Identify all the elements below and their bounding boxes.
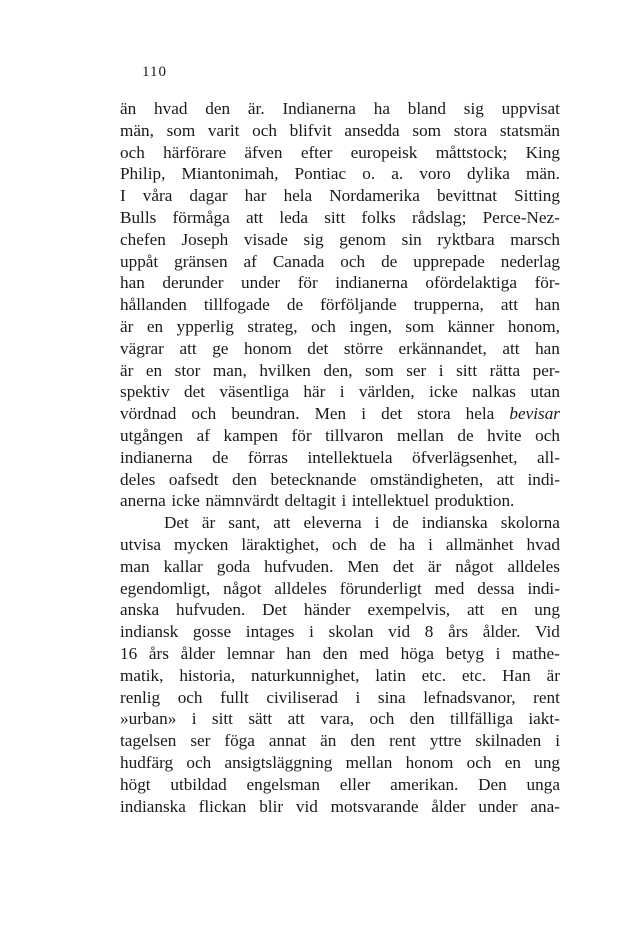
text-line: utgången af kampen för tillvaron mellan de hvite och xyxy=(120,425,560,445)
text-line: högt utbildad engelsman eller amerikan. Den unga xyxy=(120,774,560,794)
text-line: och härförare äfven efter europeisk måttstock; King xyxy=(120,142,560,162)
text-line: matik, historia, naturkunnighet, latin etc. etc. Han är xyxy=(120,665,560,685)
text-line: deles oafsedt den betecknande omständigheten, att indi- xyxy=(120,469,560,489)
text-line: chefen Joseph visade sig genom sin ryktbara marsch xyxy=(120,229,560,249)
text-line: anerna icke nämnvärdt deltagit i intellektuel produktion. xyxy=(120,491,515,511)
text-line: Bulls förmåga att leda sitt folks rådslag; Perce-Nez- xyxy=(120,207,560,227)
body-text xyxy=(120,98,560,817)
text-line: renlig och fullt civiliserad i sina lefnadsvanor, rent xyxy=(120,687,560,707)
text-line: Philip, Miantonimah, Pontiac o. a. voro dylika män. xyxy=(120,164,560,184)
text-line: Det är sant, att eleverna i de indianska skolorna xyxy=(164,513,560,533)
text-line: än hvad den är. Indianerna ha bland sig uppvisat xyxy=(120,99,560,118)
text-line: vördnad och beundran. Men i det stora hela bevisar xyxy=(120,404,560,424)
text-line: är en stor man, hvilken den, som ser i sitt rätta per- xyxy=(120,360,560,380)
text-line: anska hufvuden. Det händer exempelvis, att en ung xyxy=(120,600,560,620)
text-line: indianska flickan blir vid motsvarande ålder under ana- xyxy=(120,796,560,816)
text-line: män, som varit och blifvit ansedda som stora statsmän xyxy=(120,120,560,140)
text-line: tagelsen ser föga annat än den rent yttre skilnaden i xyxy=(120,731,560,751)
text-line: I våra dagar har hela Nordamerika bevittnat Sitting xyxy=(120,186,560,206)
text-line: egendomligt, något alldeles förunderligt med dessa indi- xyxy=(120,578,560,598)
text-line: »urban» i sitt sätt att vara, och den tillfälliga iakt- xyxy=(120,709,560,729)
text-line: man kallar goda hufvuden. Men det är något alldeles xyxy=(120,556,560,576)
text-line: utvisa mycken läraktighet, och de ha i allmänhet hvad xyxy=(120,534,560,554)
text-line: 16 års ålder lemnar han den med höga betyg i mathe- xyxy=(120,643,560,663)
text-line: han derunder under för indianerna ofördelaktiga för- xyxy=(120,273,560,293)
text-line: hudfärg och ansigtsläggning mellan honom och en ung xyxy=(120,752,560,772)
text-line: uppåt gränsen af Canada och de upprepade nederlag xyxy=(120,251,560,271)
text-line: hållanden tillfogade de förföljande trupperna, att han xyxy=(120,295,560,315)
text-line: är en ypperlig strateg, och ingen, som känner honom, xyxy=(120,316,560,336)
text-line: vägrar att ge honom det större erkännandet, att han xyxy=(120,338,560,358)
text-line: indianerna de förras intellektuela öfverlägsenhet, all- xyxy=(120,447,560,467)
text-line: indiansk gosse intages i skolan vid 8 års ålder. Vid xyxy=(120,622,560,642)
page-number: 110 xyxy=(142,64,167,80)
text-line: spektiv det väsentliga här i världen, icke nalkas utan xyxy=(120,382,560,402)
